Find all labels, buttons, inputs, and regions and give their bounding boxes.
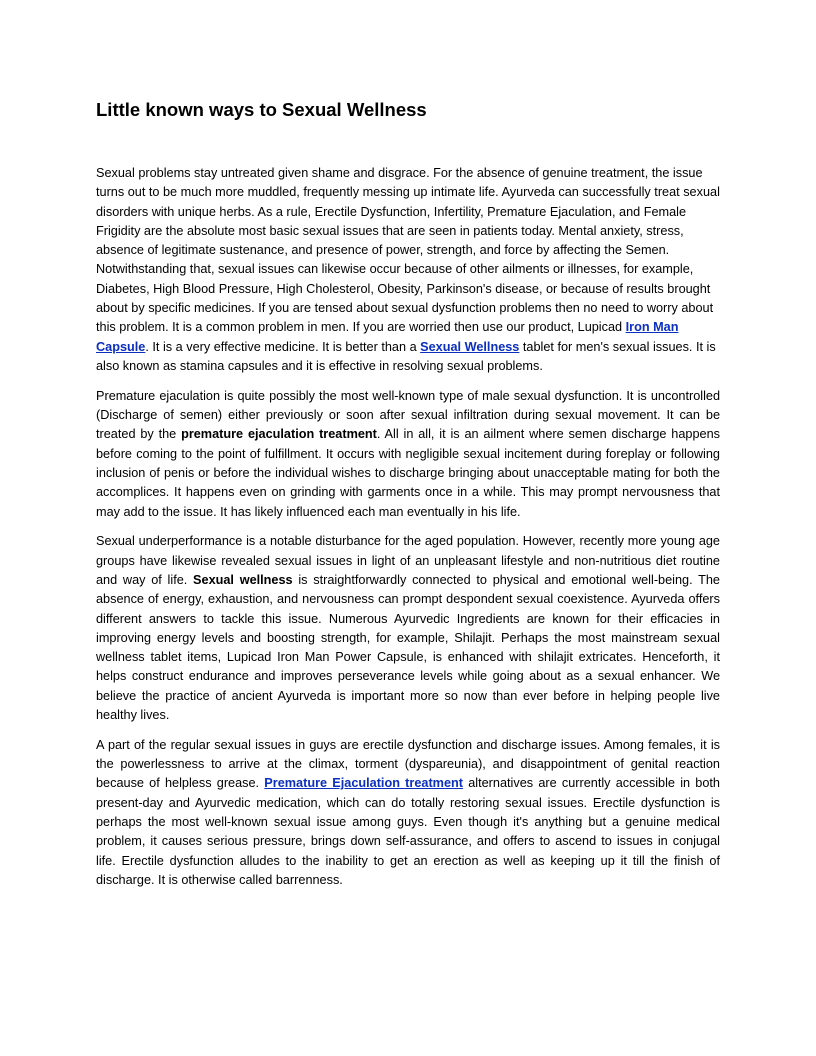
paragraph-3-text-b: is straightforwardly connected to physical and emotional well-being. The absence of energy, exhaustion, and nervousness can prompt despondent sexual coexistence. Ayurveda offers different answers to tackle this issue. Numerous Ayurvedic Ingredients are known for their efficacies in improving energy levels and boosting strength, for example, Shilajit. Perhaps the most mainstream sexual wellness tablet items, Lupicad Iron Man Power Capsule, is enhanced with shilajit extricates. Henceforth, it helps construct endurance and improves perseverance levels while going about as a sexual enhancer. We believe the practice of ancient Ayurveda is important more so now than ever before in helping people live healthy lives. xyxy=(96,572,720,723)
paragraph-4-text-b: alternatives are currently accessible in both present-day and Ayurvedic medication, which can do totally restoring sexual issues. Erectile dysfunction is perhaps the most well-known sexual issue among guys. Even though it's anything but a genuine medical problem, it causes serious pressure, brings down self-assurance, and offers to ascend to issues in conjugal life. Erectile dysfunction alludes to the inability to get an erection as well as keeping up it till the finish of discharge. It is otherwise called barrenness. xyxy=(96,776,720,887)
iron-man-capsule-link[interactable]: Iron Man Capsule xyxy=(96,320,679,354)
paragraph-4-text-a: A part of the regular sexual issues in guys are erectile dysfunction and discharge issues. Among females, it is the powerlessness to arrive at the climax, torment (dyspareunia), and disappointment of genital reaction because of helpless grease. xyxy=(96,737,720,791)
document-title: Little known ways to Sexual Wellness xyxy=(96,99,427,120)
paragraph-1 xyxy=(96,164,720,376)
paragraph-3-text-a: Sexual underperformance is a notable disturbance for the aged population. However, recently more young age groups have likewise revealed sexual issues in light of an unpleasant lifestyle and non-nutritious diet routine and way of life. xyxy=(96,534,720,587)
paragraph-2 xyxy=(96,387,720,522)
paragraph-2-text-a: Premature ejaculation is quite possibly the most well-known type of male sexual dysfunction. It is uncontrolled (Discharge of semen) either previously or soon after sexual infiltration during sexual movement. It can be treated by the xyxy=(96,388,720,442)
paragraph-3-bold-term: Sexual wellness xyxy=(193,572,293,587)
paragraph-1-text-a: Sexual problems stay untreated given shame and disgrace. For the absence of genuine treatment, the issue turns out to be much more muddled, frequently messing up intimate life. Ayurveda can successfully treat sexual disorders with unique herbs. As a rule, Erectile Dysfunction, Infertility, Premature Ejaculation, and Female Frigidity are the absolute most basic sexual issues that are seen in patients today. Mental anxiety, stress, absence of legitimate sustenance, and presence of power, strength, and force by affecting the Semen. Notwithstanding that, sexual issues can likewise occur because of other ailments or illnesses, for example, Diabetes, High Blood Pressure, High Cholesterol, Obesity, Parkinson's disease, or because of results brought about by specific medicines. If you are tensed about sexual dysfunction problems then no need to worry about this problem. It is a common problem in men. If you are worried then use our product, Lupicad xyxy=(96,166,720,335)
document-body xyxy=(96,164,720,901)
paragraph-2-bold-term: premature ejaculation treatment xyxy=(181,427,377,442)
sexual-wellness-link[interactable]: Sexual Wellness xyxy=(420,339,520,354)
premature-ejaculation-treatment-link[interactable]: Premature Ejaculation treatment xyxy=(264,776,463,791)
paragraph-4 xyxy=(96,736,720,890)
paragraph-3 xyxy=(96,532,720,725)
paragraph-2-text-b: . All in all, it is an ailment where semen discharge happens before coming to the point of fulfillment. It occurs with negligible sexual incitement during foreplay or following inclusion of penis or before the individual wishes to discharge bringing about unacceptable mating for both the accomplices. It happens even on grinding with garments once in a while. This may prompt nervousness that may add to the issue. It has likely influenced each man eventually in his life. xyxy=(96,427,720,519)
paragraph-1-text-c: tablet for men's sexual issues. It is also known as stamina capsules and it is effective in resolving sexual problems. xyxy=(96,339,716,373)
paragraph-1-text-b: . It is a very effective medicine. It is better than a xyxy=(145,339,421,354)
